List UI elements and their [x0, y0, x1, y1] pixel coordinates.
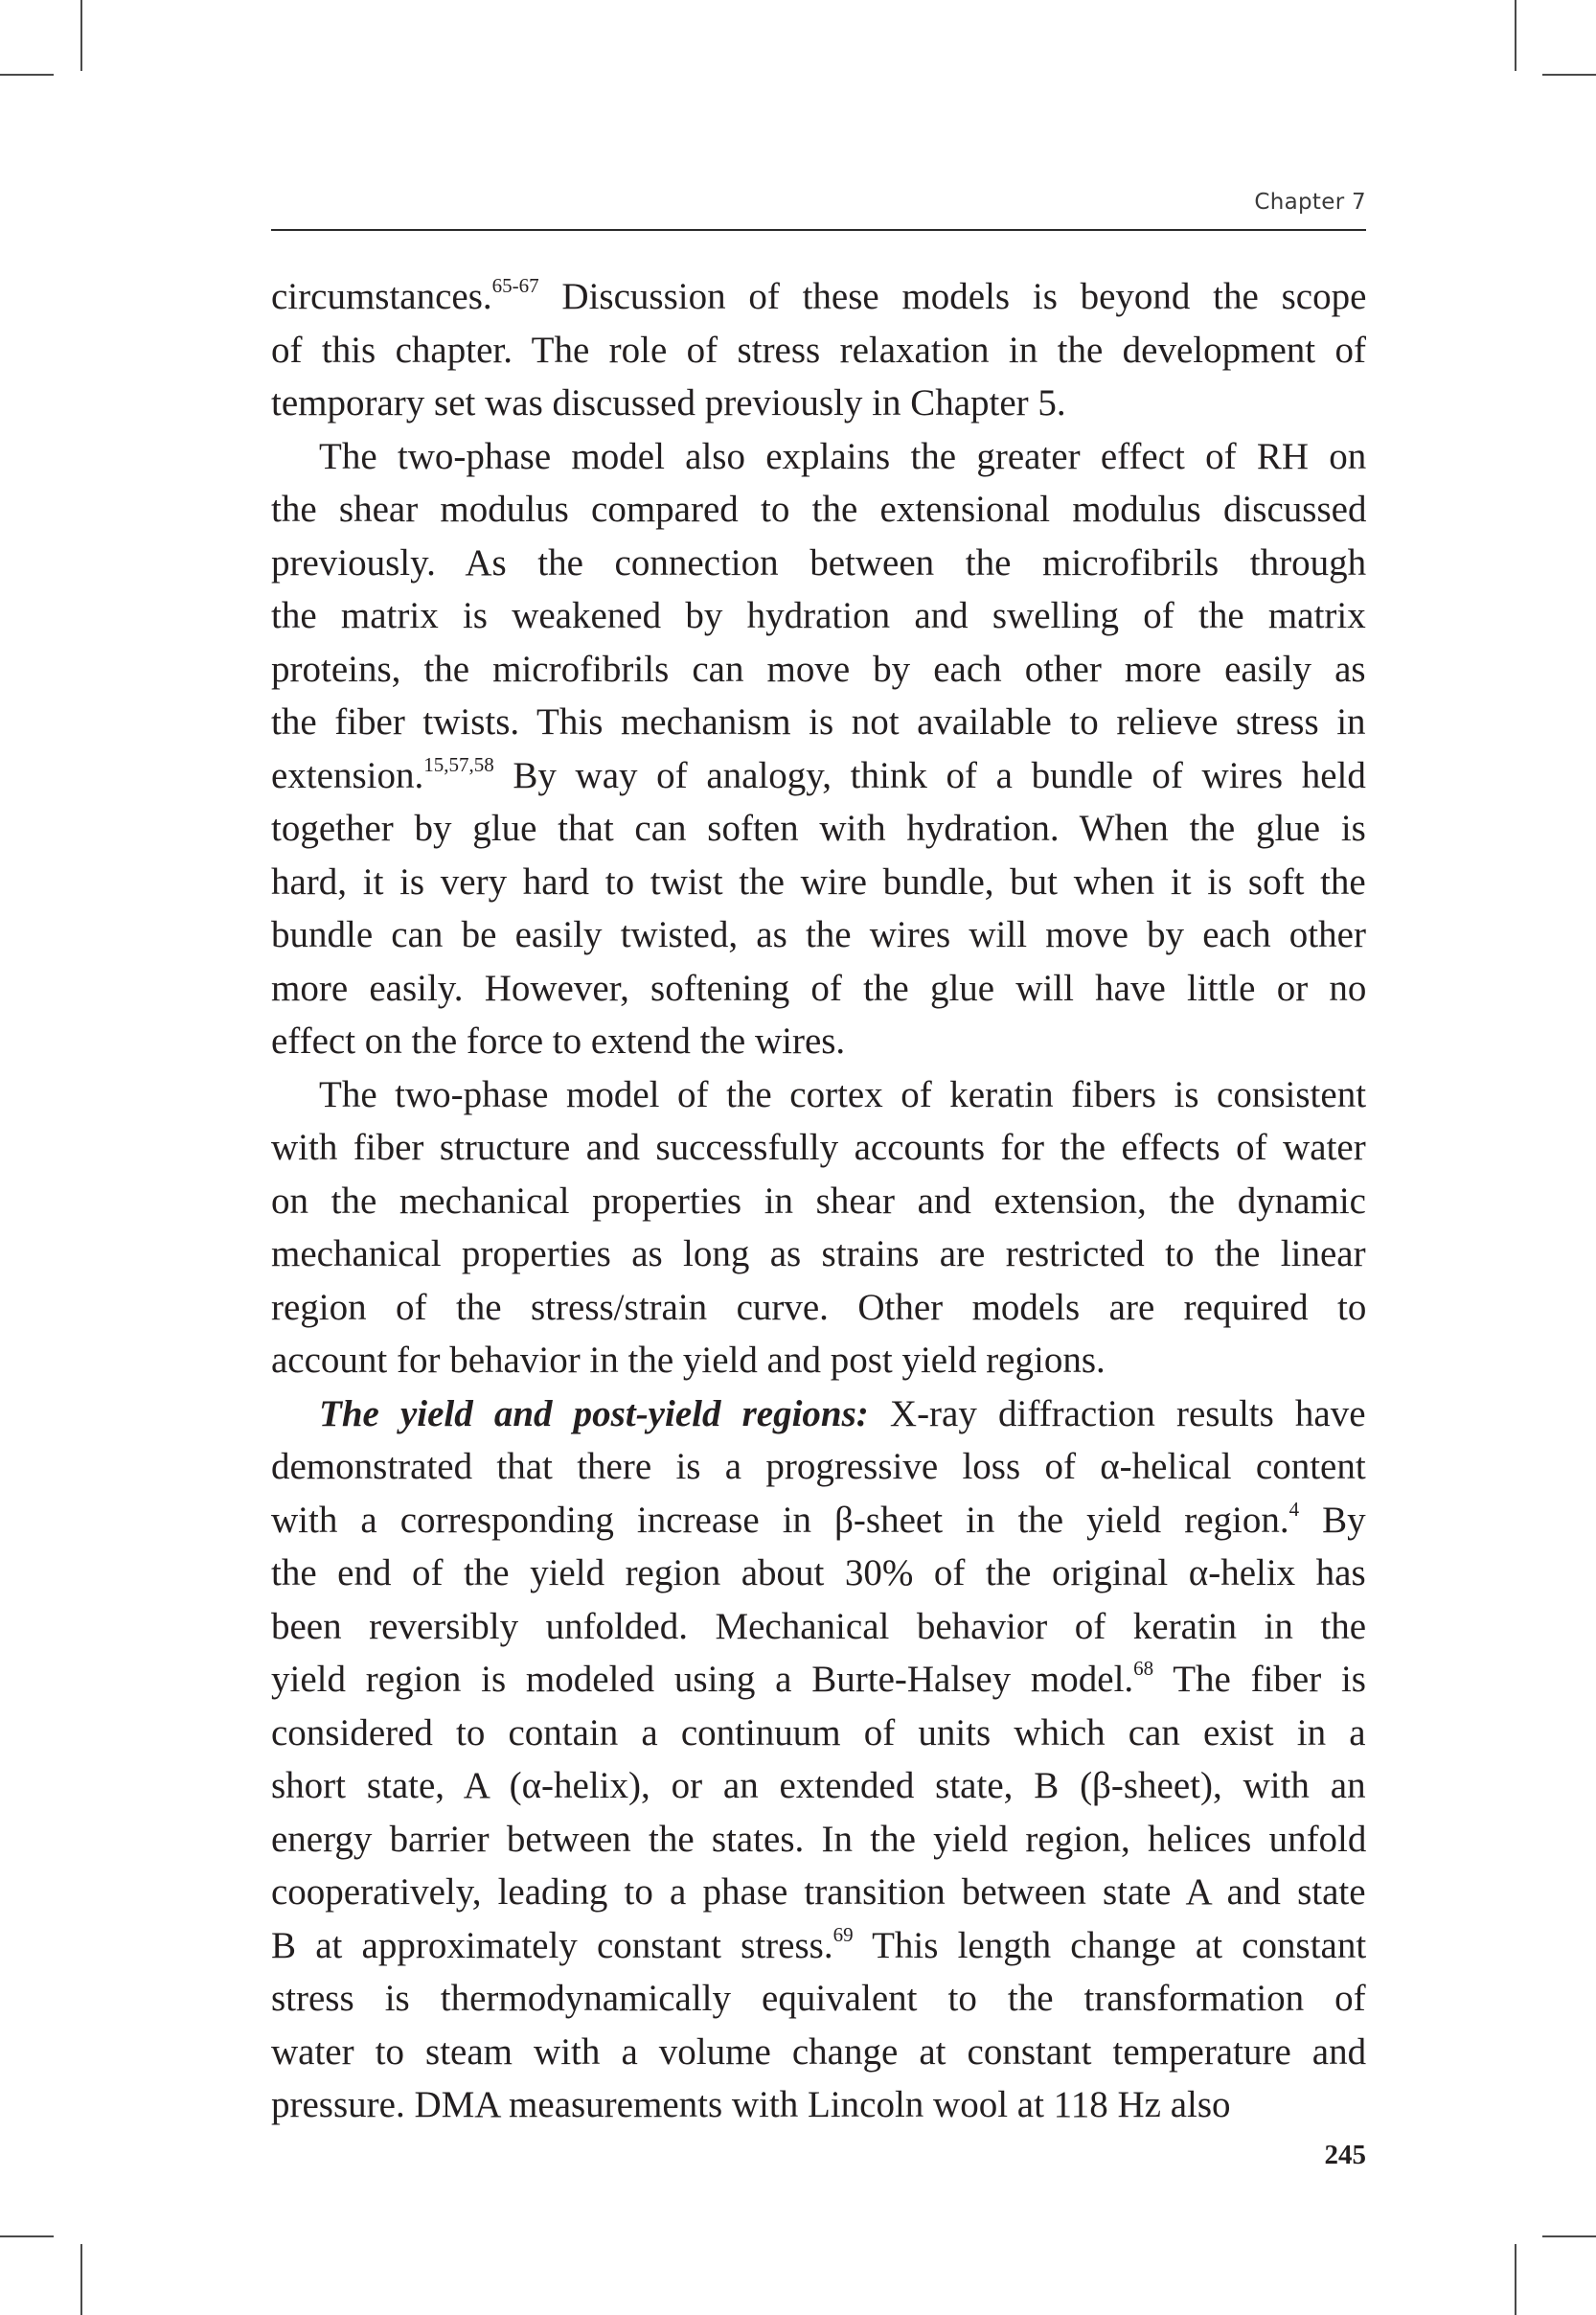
citation-superscript: 69 — [832, 1922, 854, 1946]
text-run: extension. — [271, 754, 424, 796]
text-run: been reversibly unfolded. Mechanical behavior of keratin in the — [271, 1605, 1367, 1647]
text-run: proteins, the microfibrils can move by each other more easily as — [271, 648, 1366, 690]
text-line — [271, 1972, 1366, 2026]
text-line — [271, 1068, 1366, 1122]
text-run: energy barrier between the states. In the yield region, helices unfold — [271, 1818, 1367, 1860]
text-run: The two-phase model also explains the greater effect of RH on — [319, 435, 1367, 477]
citation-superscript: 15,57,58 — [423, 752, 494, 776]
text-run: mechanical properties as long as strains are restricted to the linear — [271, 1233, 1366, 1274]
citation-superscript: 65-67 — [491, 274, 539, 297]
text-run: By — [1299, 1499, 1366, 1541]
crop-mark-top-right — [1515, 0, 1516, 71]
crop-mark-bottom-right-h — [1542, 2235, 1596, 2237]
text-run: yield region is modeled using a Burte-Halsey model. — [271, 1659, 1134, 1700]
text-run: account for behavior in the yield and post yield regions. — [271, 1340, 1106, 1381]
text-line — [271, 1919, 1366, 1973]
text-line — [271, 1866, 1366, 1919]
text-run: with fiber structure and successfully accounts for the effects of water — [271, 1127, 1366, 1168]
text-line — [271, 1494, 1366, 1547]
text-line — [271, 483, 1366, 537]
text-line — [271, 1227, 1366, 1281]
text-run: stress is thermodynamically equivalent to the transformation of — [271, 1978, 1366, 2019]
text-line — [271, 1175, 1366, 1228]
text-run: considered to contain a continuum of units which can exist in a — [271, 1711, 1366, 1753]
text-run: Discussion of these models is beyond the scope — [538, 276, 1367, 317]
text-line — [271, 1707, 1366, 1760]
body-text — [271, 270, 1366, 2132]
text-run: cooperatively, leading to a phase transition between state A and state — [271, 1871, 1366, 1913]
text-run: effect on the force to extend the wires. — [271, 1020, 846, 1062]
text-run: bundle can be easily twisted, as the wires will move by each other — [271, 914, 1366, 955]
text-run: X-ray diffraction results have — [868, 1392, 1366, 1434]
text-line — [271, 1387, 1366, 1441]
running-head: Chapter 7 — [1254, 190, 1366, 215]
text-line — [271, 2026, 1366, 2079]
text-run: water to steam with a volume change at constant temperature and — [271, 2030, 1367, 2073]
text-run: region of the stress/strain curve. Other models are required to — [271, 1286, 1367, 1328]
header-rule — [271, 229, 1366, 231]
text-line — [271, 270, 1366, 324]
run-in-heading: The yield and post-yield regions: — [319, 1392, 869, 1434]
crop-mark-bottom-left-h — [0, 2235, 54, 2237]
text-run: on the mechanical properties in shear and extension, the dynamic — [271, 1180, 1366, 1222]
text-run: short state, A (α-helix), or an extended state, B (β-sheet), with an — [271, 1765, 1366, 1806]
text-line — [271, 643, 1366, 697]
text-run: By way of analogy, think of a bundle of wires held — [493, 754, 1366, 796]
text-run: of this chapter. The role of stress relaxation in the development of — [271, 329, 1366, 371]
text-run: the end of the yield region about 30% of the original α-helix has — [271, 1552, 1366, 1593]
text-run: more easily. However, softening of the glue will have little or no — [271, 967, 1367, 1009]
text-line — [271, 856, 1366, 909]
text-line — [271, 589, 1366, 643]
text-run: circumstances. — [271, 276, 492, 317]
text-line — [271, 696, 1366, 749]
text-line — [271, 2078, 1366, 2132]
citation-superscript: 4 — [1288, 1497, 1300, 1521]
page-number: 245 — [1324, 2140, 1366, 2170]
text-run: pressure. DMA measurements with Lincoln wool at 118 Hz also — [271, 2084, 1231, 2125]
text-line — [271, 1600, 1366, 1654]
text-line — [271, 537, 1366, 590]
text-line — [271, 324, 1366, 378]
text-line — [271, 908, 1366, 962]
text-line — [271, 377, 1366, 430]
crop-mark-top-left — [80, 0, 82, 71]
crop-mark-bottom-right — [1515, 2244, 1516, 2315]
citation-superscript: 68 — [1133, 1657, 1154, 1680]
text-run: B at approximately constant stress. — [271, 1924, 833, 1966]
text-line — [271, 749, 1366, 803]
text-run: hard, it is very hard to twist the wire bundle, but when it is soft the — [271, 860, 1366, 903]
text-run: The fiber is — [1153, 1659, 1366, 1700]
text-line — [271, 1015, 1366, 1068]
text-run: previously. As the connection between the microfibrils through — [271, 541, 1367, 584]
text-run: The two-phase model of the cortex of keratin fibers is consistent — [319, 1073, 1367, 1115]
text-run: This length change at constant — [853, 1924, 1367, 1966]
text-run: the matrix is weakened by hydration and swelling of the matrix — [271, 595, 1366, 636]
text-run: demonstrated that there is a progressive loss of α-helical content — [271, 1446, 1366, 1487]
text-run: together by glue that can soften with hydration. When the glue is — [271, 808, 1366, 849]
text-line — [271, 1813, 1366, 1867]
text-run: with a corresponding increase in β-sheet in the yield region. — [271, 1499, 1289, 1541]
text-line — [271, 1759, 1366, 1813]
crop-mark-bottom-left — [80, 2244, 82, 2315]
text-line — [271, 1121, 1366, 1175]
text-line — [271, 1334, 1366, 1387]
text-line — [271, 962, 1366, 1016]
text-run: the fiber twists. This mechanism is not available to relieve stress in — [271, 701, 1366, 743]
text-line — [271, 1281, 1366, 1335]
text-line — [271, 1547, 1366, 1600]
text-line — [271, 430, 1366, 484]
text-line — [271, 802, 1366, 856]
text-run: the shear modulus compared to the extensional modulus discussed — [271, 489, 1367, 530]
text-line — [271, 1653, 1366, 1707]
crop-mark-top-left-h — [0, 74, 54, 76]
text-run: temporary set was discussed previously in Chapter 5. — [271, 382, 1066, 424]
text-line — [271, 1440, 1366, 1494]
crop-mark-top-right-h — [1542, 74, 1596, 76]
